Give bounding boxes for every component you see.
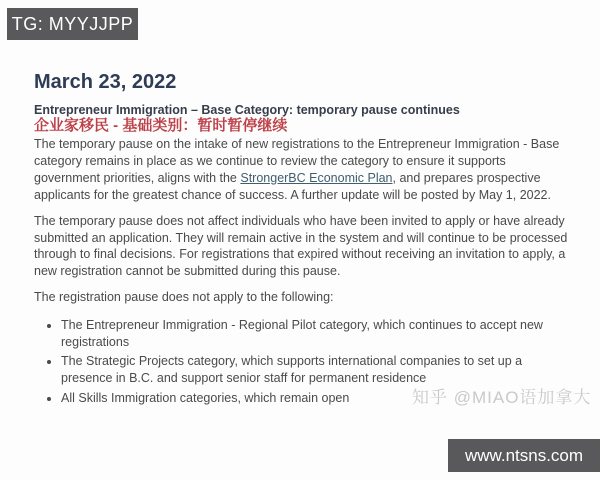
list-intro-text: The registration pause does not apply to the following: <box>34 290 334 305</box>
list-item: • The Strategic Projects category, which supports international companies to set up a presence in B.C. and support senior staff for permanent residence <box>61 353 568 387</box>
article <box>34 73 568 409</box>
list-item: • The Entrepreneur Immigration - Regional Pilot category, which continues to accept new registrations <box>61 317 568 351</box>
strongerbc-economic-plan-link[interactable]: StrongerBC Economic Plan <box>240 170 393 185</box>
paragraph-text-before-link: The temporary pause on the intake of new registrations to the Entrepreneur Immigration - Base category remains in place as we continue to review the category to ensure it supports government priorities, aligns with the <box>34 137 560 185</box>
paragraph-pause-intake <box>34 136 568 204</box>
telegram-badge: TG: MYYJJPP <box>7 8 138 40</box>
zhihu-watermark: 知乎 @MIAO语加拿大 <box>412 388 592 407</box>
article-heading-chinese: 企业家移民 - 基础类别：暂时暂停继续 <box>34 117 288 134</box>
article-heading-english: Entrepreneur Immigration – Base Category: temporary pause continues <box>34 103 460 117</box>
paragraph-not-affected: The temporary pause does not affect individuals who have been invited to apply or have already submitted an application. They will remain active in the system and will continue to be processed through to final decisions. For registrations that expired without receiving an invitation to apply, a new registration cannot be submitted during this pause. <box>34 213 568 279</box>
list-item: • All Skills Immigration categories, which remain open <box>61 390 568 407</box>
article-date: March 23, 2022 <box>34 71 177 93</box>
website-badge: www.ntsns.com <box>448 439 600 472</box>
paragraph-text-after-link: , and prepares prospective applicants for the greatest chance of success. A further update will be posted by May 1, 2022. <box>34 170 551 202</box>
